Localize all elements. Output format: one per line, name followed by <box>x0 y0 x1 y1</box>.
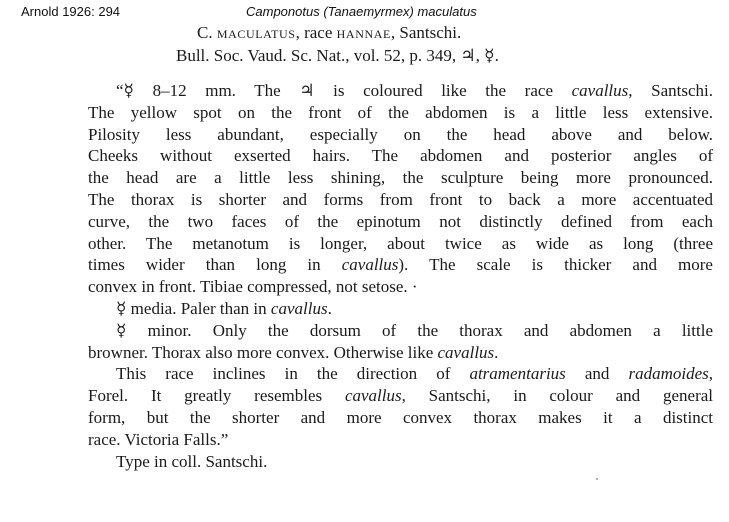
text-line: The yellow spot on the front of the abdomen is a little less extensive. <box>88 102 713 122</box>
text-line: ☿ media. Paler than in cavallus. <box>116 298 332 318</box>
bibliographic-reference: Bull. Soc. Vaud. Sc. Nat., vol. 52, p. 349, ♃, ☿. <box>176 46 499 65</box>
text-line: Cheeks without exserted hairs. The abdomen and posterior angles of <box>88 146 713 166</box>
text-line: curve, the two faces of the epinotum not distinctly defined from each <box>88 211 713 231</box>
text-line: This race inclines in the direction of atramentarius and radamoides, <box>116 364 713 384</box>
scan-speck <box>596 478 598 480</box>
taxon-label: Camponotus (Tanaemyrmex) maculatus <box>246 4 477 19</box>
text-line: Pilosity less abundant, especially on the head above and below. <box>88 124 713 144</box>
text-line: times wider than long in cavallus). The scale is thicker and more <box>88 255 713 275</box>
text-line: “☿ 8–12 mm. The ♃ is coloured like the race cavallus, Santschi. <box>116 81 713 100</box>
species-title: C. MACULATUS, race HANNAE, Santschi. <box>197 23 462 42</box>
text-line: convex in front. Tibiae compressed, not setose. · <box>88 277 418 297</box>
text-line: race. Victoria Falls.” <box>88 429 229 449</box>
text-line: Forel. It greatly resembles cavallus, Santschi, in colour and general <box>88 386 713 406</box>
text-line: browner. Thorax also more convex. Otherwise like cavallus. <box>88 342 499 362</box>
text-line: other. The metanotum is longer, about twice as wide as long (three <box>88 233 713 253</box>
text-line: form, but the shorter and more convex thorax makes it a distinct <box>88 407 713 427</box>
text-line: the head are a little less shining, the sculpture being more pronounced. <box>88 168 713 188</box>
description-body <box>88 80 713 472</box>
text-line: ☿ minor. Only the dorsum of the thorax and abdomen a little <box>116 320 713 340</box>
text-line: Type in coll. Santschi. <box>116 451 268 471</box>
text-line: The thorax is shorter and forms from front to back a more accentuated <box>88 189 713 209</box>
citation-label: Arnold 1926: 294 <box>21 4 121 19</box>
